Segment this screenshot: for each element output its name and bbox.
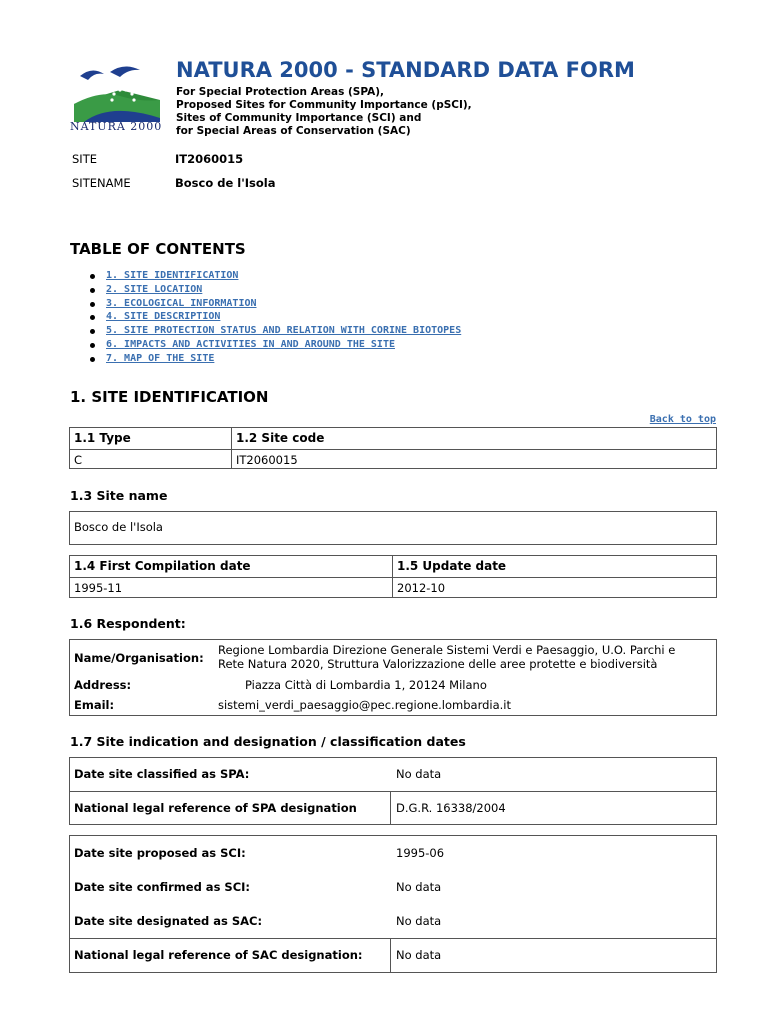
toc-item <box>90 325 461 339</box>
site-name-header: 1.3 Site name <box>70 488 168 503</box>
toc-item <box>90 311 461 325</box>
toc-link-site-location[interactable]: 2. SITE LOCATION <box>106 283 203 295</box>
spa-date-value: No data <box>396 767 442 781</box>
name-organisation-value: Regione Lombardia Direzione Generale Sistemi Verdi e Paesaggio, U.O. Parchi e <box>218 643 676 657</box>
toc-link-map[interactable]: 7. MAP OF THE SITE <box>106 352 215 364</box>
toc-title: TABLE OF CONTENTS <box>70 240 246 258</box>
subtitle-line: For Special Protection Areas (SPA), <box>176 86 384 98</box>
toc-link-ecological-information[interactable]: 3. ECOLOGICAL INFORMATION <box>106 297 257 309</box>
spa-legal-ref-label: National legal reference of SPA designation <box>74 801 357 815</box>
email-label: Email: <box>74 698 115 712</box>
sitename-value: Bosco de l'Isola <box>175 176 276 190</box>
divider <box>392 555 393 598</box>
type-value: C <box>74 453 83 467</box>
type-code-table <box>69 427 717 469</box>
page-title: NATURA 2000 - STANDARD DATA FORM <box>176 58 635 82</box>
sac-legal-ref-value: No data <box>396 948 442 962</box>
divider <box>69 449 717 450</box>
back-to-top-link[interactable]: Back to top <box>649 414 716 425</box>
spa-legal-ref-value: D.G.R. 16338/2004 <box>396 801 506 815</box>
divider <box>69 577 717 578</box>
update-date-header: 1.5 Update date <box>397 559 507 573</box>
sci-confirmed-label: Date site confirmed as SCI: <box>74 880 251 894</box>
site-name-box <box>69 511 717 545</box>
sci-proposed-label: Date site proposed as SCI: <box>74 846 246 860</box>
toc-item <box>90 284 461 298</box>
site-name-value: Bosco de l'Isola <box>74 520 163 534</box>
sac-designated-label: Date site designated as SAC: <box>74 914 263 928</box>
toc-item <box>90 298 461 312</box>
toc-list <box>90 270 461 367</box>
toc-item <box>90 339 461 353</box>
divider <box>69 791 717 792</box>
email-value[interactable]: sistemi_verdi_paesaggio@pec.regione.lombardia.it <box>218 698 512 712</box>
address-label: Address: <box>74 678 132 692</box>
designation-dates-header: 1.7 Site indication and designation / classification dates <box>70 734 466 749</box>
code-value: IT2060015 <box>236 453 298 467</box>
toc-item <box>90 270 461 284</box>
divider <box>390 791 391 825</box>
sac-legal-ref-label: National legal reference of SAC designation: <box>74 948 363 962</box>
name-organisation-value: Rete Natura 2020, Struttura Valorizzazione delle aree protette e biodiversità <box>218 657 658 671</box>
toc-link-site-protection[interactable]: 5. SITE PROTECTION STATUS AND RELATION WITH CORINE BIOTOPES <box>106 325 462 337</box>
divider <box>231 427 232 469</box>
first-compilation-header: 1.4 First Compilation date <box>74 559 251 573</box>
sitename-label: SITENAME <box>72 176 131 190</box>
subtitle-line: Sites of Community Importance (SCI) and <box>176 112 422 124</box>
sci-confirmed-value: No data <box>396 880 442 894</box>
subtitle-line: Proposed Sites for Community Importance (pSCI), <box>176 99 472 111</box>
sac-designated-value: No data <box>396 914 442 928</box>
toc-item <box>90 353 461 367</box>
sci-proposed-value: 1995-06 <box>396 846 445 860</box>
code-header: 1.2 Site code <box>236 431 325 445</box>
address-value: Piazza Città di Lombardia 1, 20124 Milano <box>245 678 487 692</box>
divider <box>69 938 717 939</box>
update-date-value: 2012-10 <box>397 581 446 595</box>
divider <box>390 938 391 973</box>
subtitle-line: for Special Areas of Conservation (SAC) <box>176 125 411 137</box>
type-header: 1.1 Type <box>74 431 131 445</box>
site-value: IT2060015 <box>175 152 244 166</box>
spa-date-label: Date site classified as SPA: <box>74 767 250 781</box>
respondent-header: 1.6 Respondent: <box>70 616 186 631</box>
section-title: 1. SITE IDENTIFICATION <box>70 388 269 406</box>
toc-link-site-description[interactable]: 4. SITE DESCRIPTION <box>106 311 221 323</box>
name-organisation-label: Name/Organisation: <box>74 651 204 665</box>
toc-link-site-identification[interactable]: 1. SITE IDENTIFICATION <box>106 270 239 281</box>
site-label: SITE <box>72 152 97 166</box>
logo-text: NATURA 2000 <box>70 120 163 133</box>
first-compilation-value: 1995-11 <box>74 581 123 595</box>
toc-link-impacts[interactable]: 6. IMPACTS AND ACTIVITIES IN AND AROUND THE SITE <box>106 338 395 350</box>
